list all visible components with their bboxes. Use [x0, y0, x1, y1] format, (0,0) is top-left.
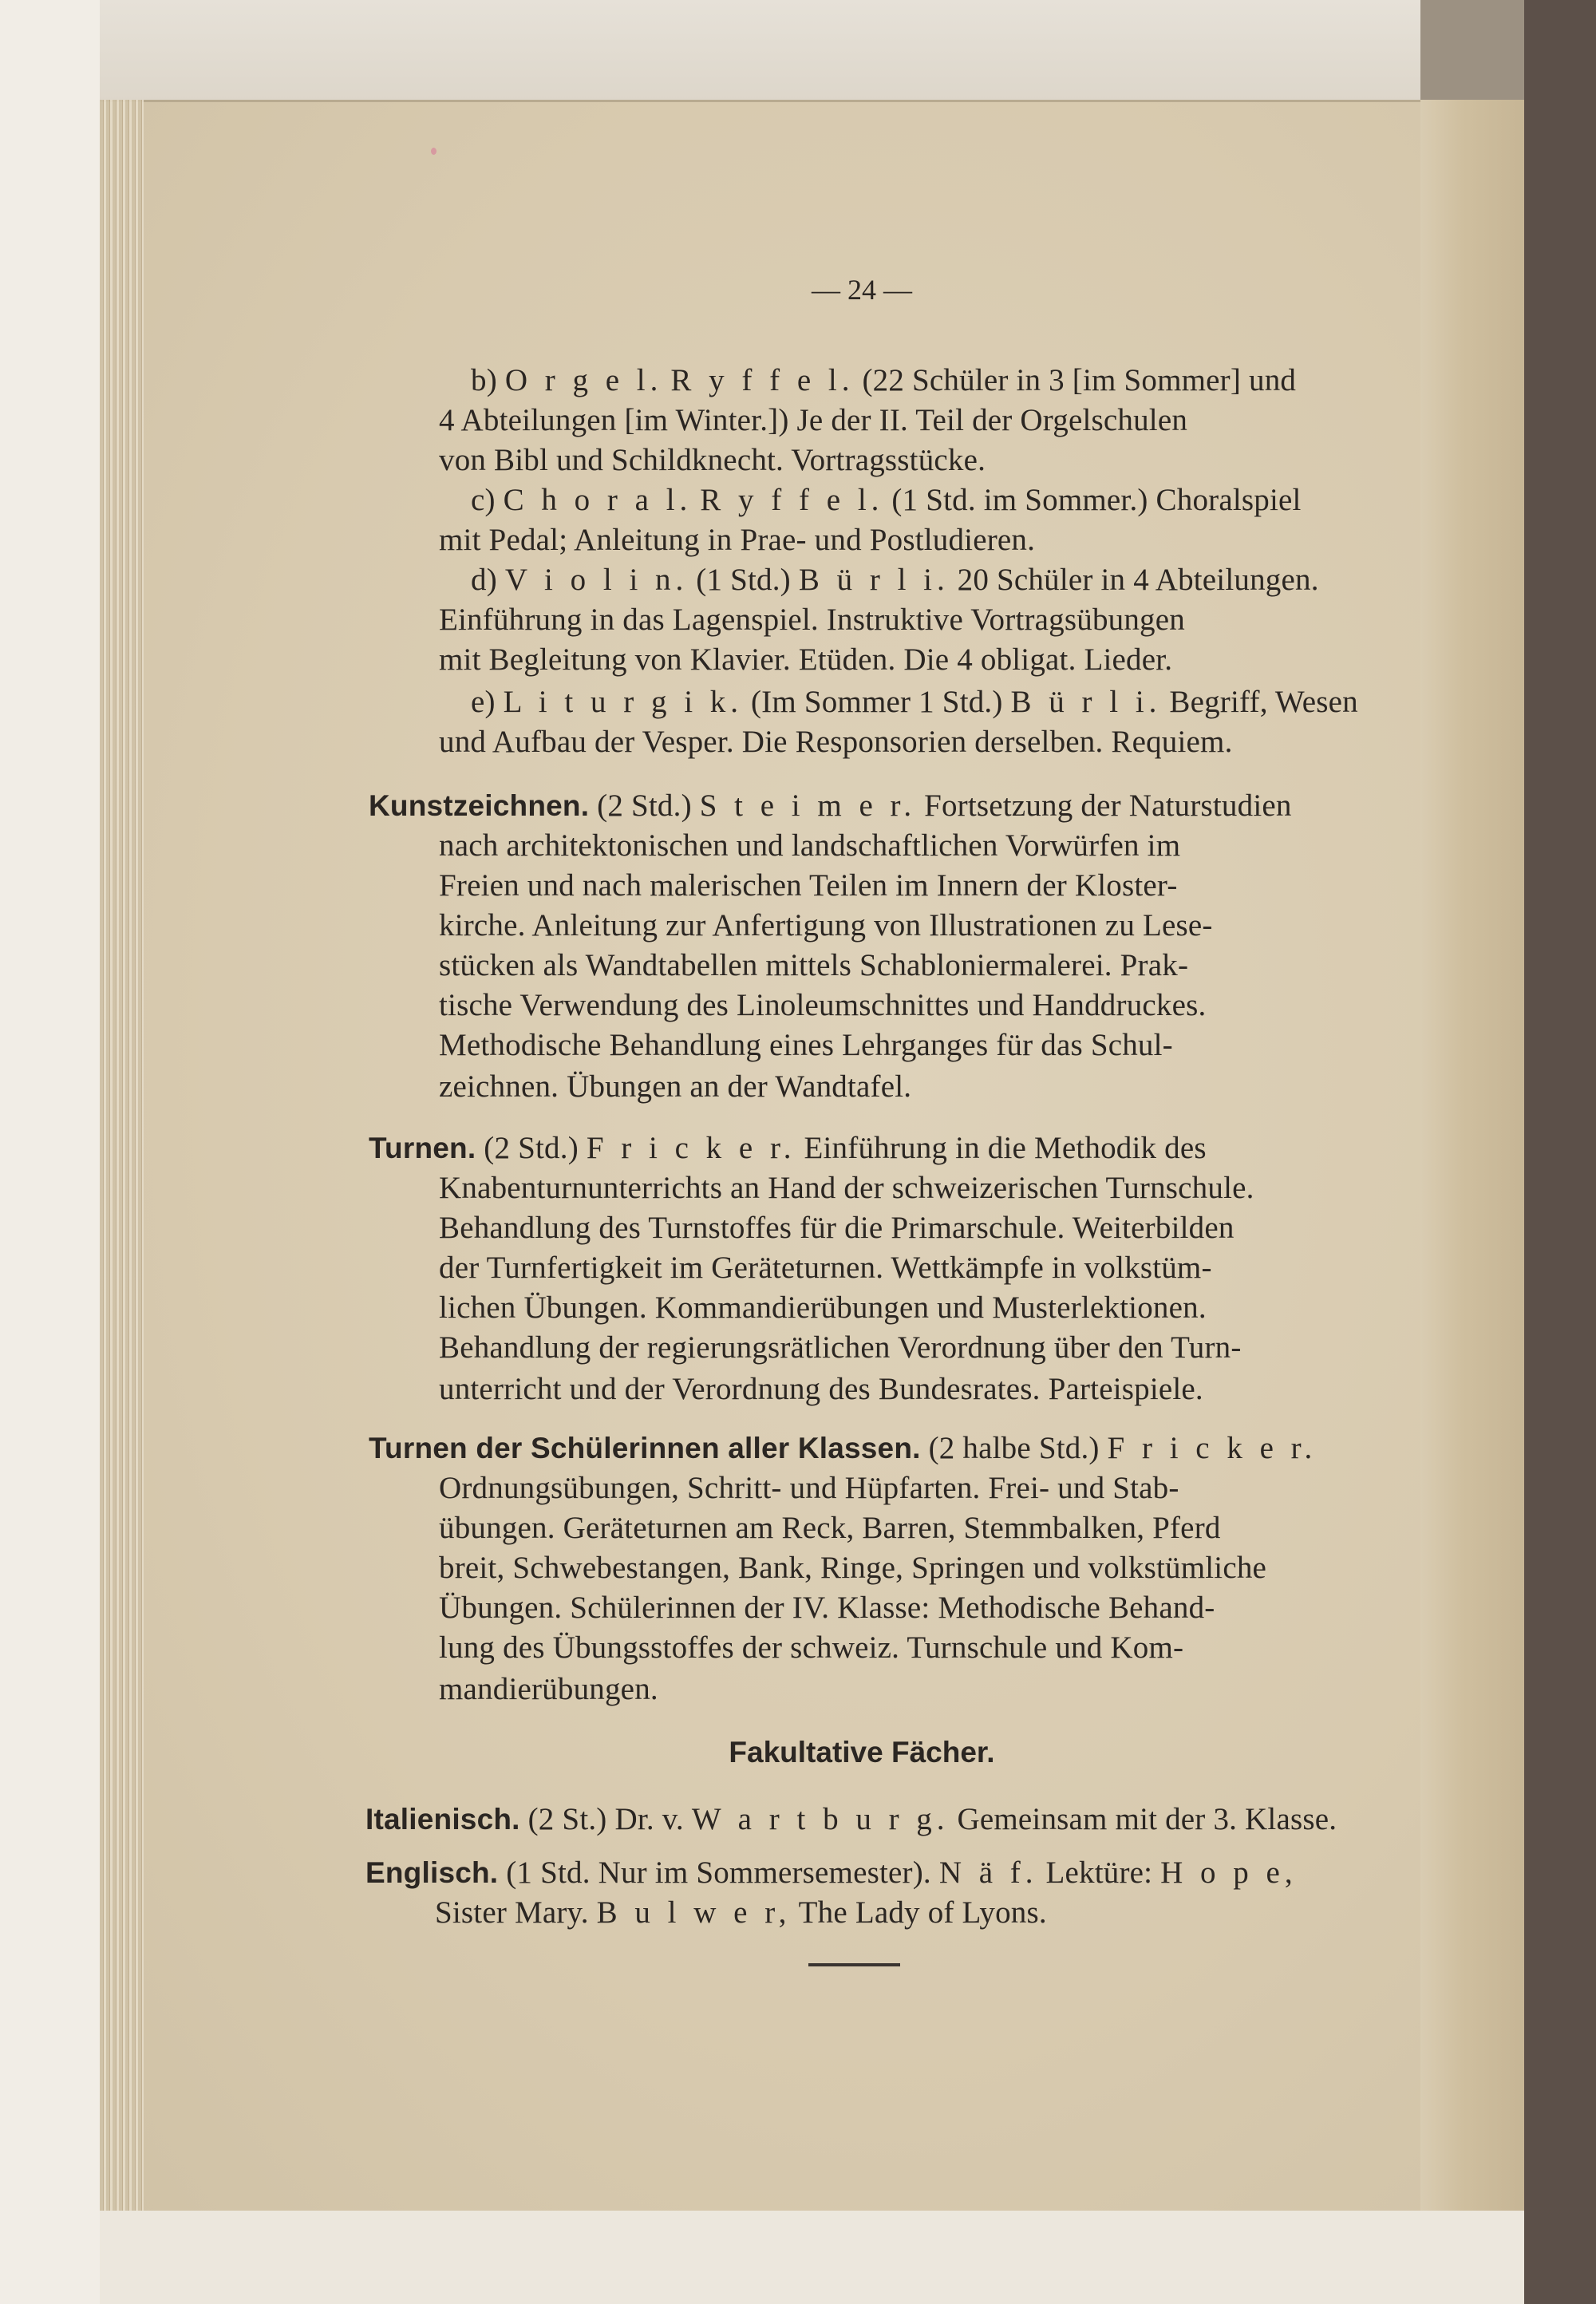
- text-line: von Bibl und Schildknecht. Vortragsstücke.: [439, 443, 986, 477]
- scan-top-shadow: [100, 0, 1520, 102]
- teacher-name: S t e i m e r.: [699, 788, 917, 823]
- subject-heading: Englisch.: [365, 1856, 499, 1889]
- line-choral: c) C h o r a l. R y f f e l. (1 Std. im Sommer.) Choralspiel: [471, 483, 1302, 517]
- line-italienisch: Italienisch. (2 St.) Dr. v. W a r t b u r g. Gemeinsam mit der 3. Klasse.: [365, 1802, 1337, 1836]
- scan-left-margin: [0, 0, 100, 2304]
- subject-name: V i o l i n.: [504, 563, 689, 597]
- text-line: lung des Übungsstoffes der schweiz. Turnschule und Kom-: [439, 1630, 1184, 1665]
- text-line: stücken als Wandtabellen mittels Schabloniermalerei. Prak-: [439, 948, 1189, 982]
- subject-heading: Kunstzeichnen.: [369, 789, 590, 822]
- line-turnen-schuelerinnen: Turnen der Schülerinnen aller Klassen. (2 halbe Std.) F r i c k e r.: [369, 1431, 1317, 1465]
- text-line: nach architektonischen und landschaftlichen Vorwürfen im: [439, 828, 1181, 863]
- author-name: H o p e,: [1160, 1855, 1298, 1890]
- text-line: Methodische Behandlung eines Lehrganges für das Schul-: [439, 1028, 1173, 1062]
- facing-page-edge: [1420, 100, 1524, 2211]
- teacher-name: N ä f.: [938, 1855, 1038, 1890]
- text-line: Behandlung der regierungsrätlichen Verordnung über den Turn-: [439, 1330, 1242, 1365]
- line-violin: d) V i o l i n. (1 Std.) B ü r l i. 20 Schüler in 4 Abteilungen.: [471, 563, 1319, 597]
- text-line: übungen. Geräteturnen am Reck, Barren, Stemmbalken, Pferd: [439, 1511, 1221, 1545]
- text-line: breit, Schwebestangen, Bank, Ringe, Springen und volkstümliche: [439, 1551, 1267, 1585]
- subject-name: O r g e l.: [504, 363, 663, 397]
- text-line: Sister Mary. B u l w e r, The Lady of Lyons.: [435, 1895, 1047, 1930]
- subject-heading: Turnen der Schülerinnen aller Klassen.: [369, 1432, 921, 1464]
- teacher-name: R y f f e l.: [700, 483, 884, 517]
- paper-speck: [431, 148, 437, 155]
- line-kunstzeichnen: Kunstzeichnen. (2 Std.) S t e i m e r. Fortsetzung der Naturstudien: [369, 788, 1292, 823]
- line-liturgik: e) L i t u r g i k. (Im Sommer 1 Std.) B ü r l i. Begriff, Wesen: [471, 685, 1358, 719]
- teacher-name: F r i c k e r.: [586, 1131, 796, 1165]
- text-line: Knabenturnunterrichts an Hand der schweizerischen Turnschule.: [439, 1171, 1254, 1205]
- teacher-name: B ü r l i.: [1010, 685, 1162, 719]
- text-line: tische Verwendung des Linoleumschnittes und Handdruckes.: [439, 988, 1207, 1022]
- line-turnen: Turnen. (2 Std.) F r i c k e r. Einführung in die Methodik des: [369, 1131, 1207, 1165]
- text-line: lichen Übungen. Kommandierübungen und Musterlektionen.: [439, 1290, 1207, 1325]
- text-line: Einführung in das Lagenspiel. Instruktive Vortragsübungen: [439, 603, 1185, 637]
- subject-name: C h o r a l.: [503, 483, 693, 517]
- text-line: 4 Abteilungen [im Winter.]) Je der II. Teil der Orgelschulen: [439, 403, 1188, 437]
- text-line: Übungen. Schülerinnen der IV. Klasse: Methodische Behand-: [439, 1591, 1215, 1625]
- scan-bottom-area: [100, 2211, 1524, 2304]
- text-line: mit Begleitung von Klavier. Etüden. Die 4 obligat. Lieder.: [439, 642, 1173, 677]
- subject-heading: Turnen.: [369, 1132, 476, 1164]
- teacher-name: F r i c k e r.: [1107, 1431, 1317, 1465]
- teacher-name: B ü r l i.: [798, 563, 950, 597]
- text-line: der Turnfertigkeit im Geräteturnen. Wettkämpfe in volkstüm-: [439, 1251, 1212, 1285]
- subject-name: L i t u r g i k.: [503, 685, 744, 719]
- text-line: Behandlung des Turnstoffes für die Primarschule. Weiterbilden: [439, 1211, 1235, 1245]
- text-line: und Aufbau der Vesper. Die Responsorien derselben. Requiem.: [439, 725, 1233, 759]
- text-line: mit Pedal; Anleitung in Prae- und Postludieren.: [439, 523, 1036, 557]
- book-binding: [1524, 0, 1596, 2304]
- text-line: zeichnen. Übungen an der Wandtafel.: [439, 1069, 912, 1104]
- text-line: kirche. Anleitung zur Anfertigung von Illustrationen zu Lese-: [439, 908, 1213, 943]
- page-edge-lines: [100, 100, 144, 2211]
- page-number: — 24 —: [812, 274, 912, 306]
- text-line: Ordnungsübungen, Schritt- und Hüpfarten. Frei- und Stab-: [439, 1471, 1179, 1505]
- text-line: unterricht und der Verordnung des Bundesrates. Parteispiele.: [439, 1372, 1203, 1406]
- author-name: B u l w e r,: [596, 1895, 792, 1930]
- subject-heading: Italienisch.: [365, 1803, 520, 1836]
- teacher-name: R y f f e l.: [670, 363, 855, 397]
- line-orgel: b) O r g e l. R y f f e l. (22 Schüler in 3 [im Sommer] und: [471, 363, 1297, 397]
- line-englisch: Englisch. (1 Std. Nur im Sommersemester). N ä f. Lektüre: H o p e,: [365, 1855, 1298, 1890]
- text-line: mandierübungen.: [439, 1672, 658, 1706]
- text-line: Freien und nach malerischen Teilen im Innern der Kloster-: [439, 868, 1178, 903]
- teacher-name: W a r t b u r g.: [691, 1802, 950, 1836]
- section-title: Fakultative Fächer.: [729, 1736, 995, 1769]
- end-rule: [808, 1963, 900, 1966]
